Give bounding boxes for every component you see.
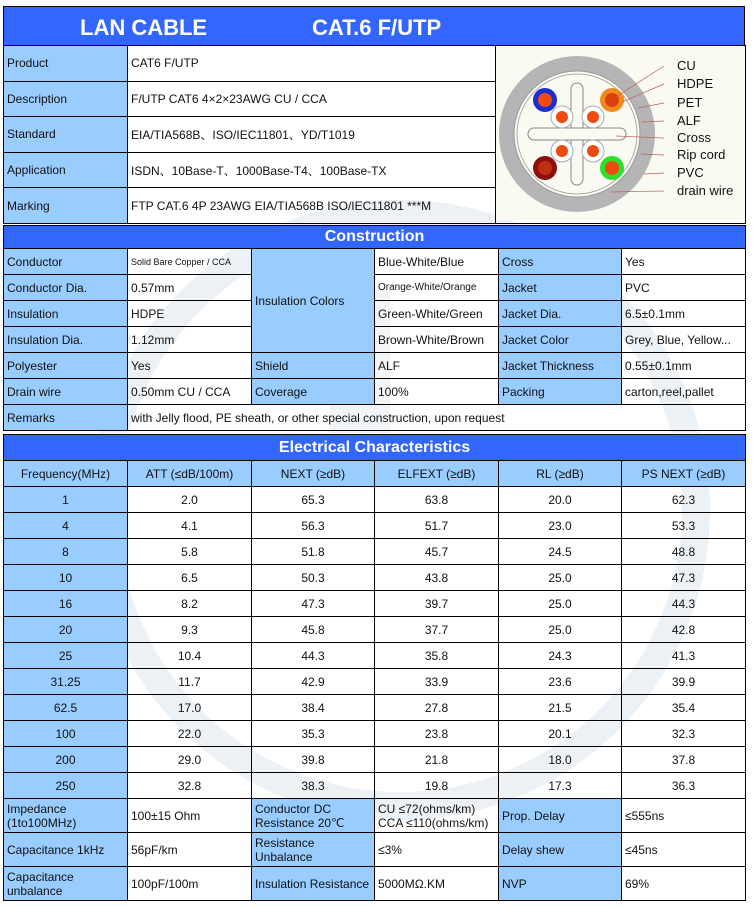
value-cell: 35.3	[252, 721, 375, 747]
marking-value: FTP CAT.6 4P 23AWG EIA/TIA568B ISO/IEC11801 ***M	[128, 188, 496, 224]
conductor-label: Conductor	[4, 249, 128, 275]
value-cell: 44.3	[252, 643, 375, 669]
value-cell: 10.4	[128, 643, 252, 669]
jacket-thickness-value: 0.55±0.1mm	[622, 353, 746, 379]
table-row	[4, 513, 746, 539]
value-cell: 24.5	[499, 539, 622, 565]
application-value: ISDN、10Base-T、1000Base-T4、100Base-TX	[128, 152, 496, 188]
marking-label: Marking	[4, 188, 128, 224]
dc-resistance-value: CU ≤72(ohms/km) CCA ≤110(ohms/km)	[375, 799, 499, 833]
insulation-resistance-label: Insulation Resistance	[252, 867, 375, 901]
legend-alf: ALF	[677, 113, 701, 128]
construction-row	[4, 379, 746, 405]
other-properties-table	[3, 798, 746, 901]
application-label: Application	[4, 152, 128, 188]
electrical-header-row	[4, 461, 746, 487]
frequency-cell: 1	[4, 487, 128, 513]
legend-cu: CU	[677, 58, 696, 73]
table-row	[4, 539, 746, 565]
table-row	[4, 643, 746, 669]
resistance-unbalance-value: ≤3%	[375, 833, 499, 867]
table-row	[4, 669, 746, 695]
page-title	[3, 6, 745, 46]
value-cell: 47.3	[252, 591, 375, 617]
description-label: Description	[4, 81, 128, 117]
polyester-value: Yes	[128, 353, 252, 379]
value-cell: 20.1	[499, 721, 622, 747]
value-cell: 17.0	[128, 695, 252, 721]
frequency-cell: 100	[4, 721, 128, 747]
construction-row	[4, 301, 746, 327]
value-cell: 41.3	[622, 643, 746, 669]
color-blue: Blue-White/Blue	[375, 249, 499, 275]
cross-value: Yes	[622, 249, 746, 275]
value-cell: 24.3	[499, 643, 622, 669]
column-header: ELFEXT (≥dB)	[375, 461, 499, 487]
value-cell: 23.6	[499, 669, 622, 695]
construction-table	[3, 225, 746, 431]
value-cell: 51.7	[375, 513, 499, 539]
value-cell: 37.8	[622, 747, 746, 773]
impedance-value: 100±15 Ohm	[128, 799, 252, 833]
value-cell: 45.8	[252, 617, 375, 643]
table-row	[4, 721, 746, 747]
value-cell: 39.9	[622, 669, 746, 695]
value-cell: 38.3	[252, 773, 375, 799]
value-cell: 21.8	[375, 747, 499, 773]
insulation-value: HDPE	[128, 301, 252, 327]
color-green: Green-White/Green	[375, 301, 499, 327]
table-row	[4, 773, 746, 799]
table-row	[4, 591, 746, 617]
value-cell: 42.9	[252, 669, 375, 695]
value-cell: 50.3	[252, 565, 375, 591]
value-cell: 5.8	[128, 539, 252, 565]
table-row	[4, 747, 746, 773]
shield-value: ALF	[375, 353, 499, 379]
value-cell: 25.0	[499, 565, 622, 591]
remarks-value: with Jelly flood, PE sheath, or other special construction, upon request	[128, 405, 746, 431]
table-row	[4, 695, 746, 721]
value-cell: 62.3	[622, 487, 746, 513]
cable-cross-section	[496, 46, 746, 220]
value-cell: 17.3	[499, 773, 622, 799]
value-cell: 9.3	[128, 617, 252, 643]
product-value: CAT6 F/UTP	[128, 46, 496, 82]
cable-diagram	[496, 46, 746, 224]
value-cell: 4.1	[128, 513, 252, 539]
drain-wire-value: 0.50mm CU / CCA	[128, 379, 252, 405]
conductor-dia-value: 0.57mm	[128, 275, 252, 301]
legend-cross: Cross	[677, 130, 711, 145]
prop-delay-label: Prop. Delay	[499, 799, 622, 833]
construction-row	[4, 327, 746, 353]
nvp-label: NVP	[499, 867, 622, 901]
prop-delay-value: ≤555ns	[622, 799, 746, 833]
value-cell: 23.0	[499, 513, 622, 539]
value-cell: 32.3	[622, 721, 746, 747]
cross-label: Cross	[499, 249, 622, 275]
polyester-label: Polyester	[4, 353, 128, 379]
value-cell: 39.8	[252, 747, 375, 773]
frequency-cell: 20	[4, 617, 128, 643]
description-value: F/UTP CAT6 4×2×23AWG CU / CCA	[128, 81, 496, 117]
frequency-cell: 16	[4, 591, 128, 617]
value-cell: 25.0	[499, 591, 622, 617]
value-cell: 19.8	[375, 773, 499, 799]
value-cell: 27.8	[375, 695, 499, 721]
title-lan-cable: LAN CABLE	[80, 15, 208, 40]
value-cell: 23.8	[375, 721, 499, 747]
coverage-label: Coverage	[252, 379, 375, 405]
value-cell: 2.0	[128, 487, 252, 513]
value-cell: 6.5	[128, 565, 252, 591]
value-cell: 53.3	[622, 513, 746, 539]
capacitance-unbalance-value: 100pF/100m	[128, 867, 252, 901]
value-cell: 32.8	[128, 773, 252, 799]
legend-hdpe: HDPE	[677, 76, 714, 91]
delay-skew-value: ≤45ns	[622, 833, 746, 867]
legend-pet: PET	[677, 95, 703, 110]
value-cell: 37.7	[375, 617, 499, 643]
packing-value: carton,reel,pallet	[622, 379, 746, 405]
standard-label: Standard	[4, 117, 128, 153]
column-header: Frequency(MHz)	[4, 461, 128, 487]
insulation-label: Insulation	[4, 301, 128, 327]
frequency-cell: 250	[4, 773, 128, 799]
coverage-value: 100%	[375, 379, 499, 405]
insulation-dia-value: 1.12mm	[128, 327, 252, 353]
table-row	[4, 487, 746, 513]
general-table	[3, 45, 746, 224]
value-cell: 47.3	[622, 565, 746, 591]
table-row	[4, 617, 746, 643]
value-cell: 44.3	[622, 591, 746, 617]
value-cell: 33.9	[375, 669, 499, 695]
property-row	[4, 867, 746, 901]
capacitance-unbalance-label: Capacitance unbalance	[4, 867, 128, 901]
value-cell: 25.0	[499, 617, 622, 643]
legend-drain-wire: drain wire	[677, 183, 734, 198]
standard-value: EIA/TIA568B、ISO/IEC11801、YD/T1019	[128, 117, 496, 153]
construction-row	[4, 249, 746, 275]
value-cell: 42.8	[622, 617, 746, 643]
value-cell: 38.4	[252, 695, 375, 721]
jacket-label: Jacket	[499, 275, 622, 301]
capacitance-value: 56pF/km	[128, 833, 252, 867]
jacket-color-value: Grey, Blue, Yellow...	[622, 327, 746, 353]
value-cell: 63.8	[375, 487, 499, 513]
column-header: RL (≥dB)	[499, 461, 622, 487]
electrical-title: Electrical Characteristics	[4, 435, 746, 461]
color-orange: Orange-White/Orange	[375, 275, 499, 301]
value-cell: 65.3	[252, 487, 375, 513]
construction-title: Construction	[4, 226, 746, 249]
jacket-dia-value: 6.5±0.1mm	[622, 301, 746, 327]
shield-label: Shield	[252, 353, 375, 379]
drain-wire-label: Drain wire	[4, 379, 128, 405]
frequency-cell: 62.5	[4, 695, 128, 721]
value-cell: 35.4	[622, 695, 746, 721]
value-cell: 22.0	[128, 721, 252, 747]
remarks-label: Remarks	[4, 405, 128, 431]
legend-pvc: PVC	[677, 165, 704, 180]
value-cell: 35.8	[375, 643, 499, 669]
frequency-cell: 31.25	[4, 669, 128, 695]
jacket-value: PVC	[622, 275, 746, 301]
value-cell: 8.2	[128, 591, 252, 617]
frequency-cell: 25	[4, 643, 128, 669]
electrical-table	[3, 434, 746, 799]
title-cat6: CAT.6 F/UTP	[312, 15, 442, 40]
construction-row	[4, 353, 746, 379]
jacket-color-label: Jacket Color	[499, 327, 622, 353]
conductor-dia-label: Conductor Dia.	[4, 275, 128, 301]
construction-row	[4, 405, 746, 431]
conductor-value: Solid Bare Copper / CCA	[128, 249, 252, 275]
frequency-cell: 10	[4, 565, 128, 591]
value-cell: 21.5	[499, 695, 622, 721]
resistance-unbalance-label: Resistance Unbalance	[252, 833, 375, 867]
value-cell: 29.0	[128, 747, 252, 773]
impedance-label: Impedance (1to100MHz)	[4, 799, 128, 833]
value-cell: 51.8	[252, 539, 375, 565]
value-cell: 36.3	[622, 773, 746, 799]
legend-rip-cord: Rip cord	[677, 147, 726, 162]
property-row	[4, 799, 746, 833]
frequency-cell: 4	[4, 513, 128, 539]
value-cell: 56.3	[252, 513, 375, 539]
value-cell: 45.7	[375, 539, 499, 565]
delay-skew-label: Delay shew	[499, 833, 622, 867]
column-header: PS NEXT (≥dB)	[622, 461, 746, 487]
table-row	[4, 565, 746, 591]
general-row	[4, 46, 746, 82]
nvp-value: 69%	[622, 867, 746, 901]
jacket-dia-label: Jacket Dia.	[499, 301, 622, 327]
capacitance-label: Capacitance 1kHz	[4, 833, 128, 867]
insulation-resistance-value: 5000MΩ.KM	[375, 867, 499, 901]
dc-resistance-label: Conductor DC Resistance 20℃	[252, 799, 375, 833]
construction-row	[4, 275, 746, 301]
color-brown: Brown-White/Brown	[375, 327, 499, 353]
insulation-dia-label: Insulation Dia.	[4, 327, 128, 353]
value-cell: 39.7	[375, 591, 499, 617]
product-label: Product	[4, 46, 128, 82]
frequency-cell: 200	[4, 747, 128, 773]
column-header: NEXT (≥dB)	[252, 461, 375, 487]
jacket-thickness-label: Jacket Thickness	[499, 353, 622, 379]
frequency-cell: 8	[4, 539, 128, 565]
insulation-colors-label: Insulation Colors	[252, 249, 375, 353]
value-cell: 18.0	[499, 747, 622, 773]
value-cell: 11.7	[128, 669, 252, 695]
property-row	[4, 833, 746, 867]
value-cell: 20.0	[499, 487, 622, 513]
column-header: ATT (≤dB/100m)	[128, 461, 252, 487]
value-cell: 48.8	[622, 539, 746, 565]
value-cell: 43.8	[375, 565, 499, 591]
packing-label: Packing	[499, 379, 622, 405]
